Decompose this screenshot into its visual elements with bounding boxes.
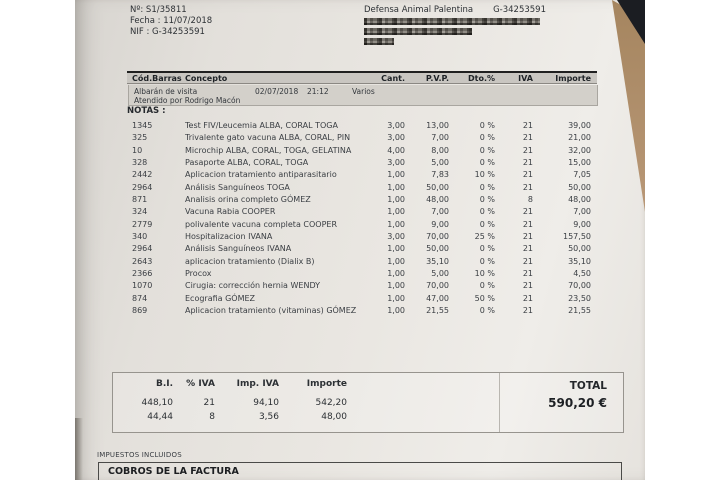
item-dto: 0 %	[479, 281, 495, 291]
invoice-nif: NIF : G-34253591	[130, 27, 205, 37]
redacted-address-line	[364, 38, 394, 45]
item-dto: 0 %	[479, 121, 495, 130]
item-cant: 1,00	[387, 195, 405, 205]
item-row	[127, 305, 597, 317]
item-iva: 21	[522, 145, 533, 155]
item-dto: 0 %	[479, 256, 495, 266]
item-importe: 7,00	[573, 207, 591, 217]
item-code: 1070	[132, 281, 153, 291]
redacted-address-line	[364, 28, 472, 35]
item-concept: Ecografia GÓMEZ	[185, 293, 256, 303]
item-row	[127, 219, 597, 231]
item-iva: 21	[522, 133, 533, 143]
item-iva: 8	[527, 195, 533, 205]
item-importe: 50,00	[568, 244, 591, 254]
albaran-title: Albarán de visita	[134, 87, 198, 96]
col-dto: Dto.%	[467, 73, 495, 83]
totals-col-pct-iva: % IVA	[186, 379, 215, 389]
item-row	[127, 268, 597, 280]
item-iva: 21	[522, 219, 533, 229]
item-iva: 21	[522, 256, 533, 266]
totals-imp-iva: 3,56	[258, 412, 279, 422]
totals-bi: 448,10	[141, 398, 173, 408]
item-dto: 10 %	[474, 269, 495, 279]
item-iva: 21	[522, 158, 533, 168]
company-cif: G-34253591	[493, 5, 546, 15]
item-row	[127, 182, 597, 194]
totals-imp-iva: 94,10	[253, 398, 279, 408]
item-concept: Trivalente gato vacuna ALBA, CORAL, PIN	[185, 133, 351, 143]
item-cant: 1,00	[387, 244, 405, 254]
totals-col-importe: Importe	[306, 379, 347, 389]
totals-importe: 48,00	[321, 412, 347, 422]
item-row	[127, 206, 597, 218]
item-row	[127, 293, 597, 305]
col-iva: IVA	[518, 73, 533, 83]
item-importe: 21,00	[568, 133, 591, 143]
item-row	[127, 157, 597, 169]
items-table-body	[127, 120, 597, 318]
item-dto: 10 %	[474, 170, 495, 180]
item-pvp: 48,00	[426, 195, 449, 205]
col-pvp: P.V.P.	[425, 73, 449, 83]
item-dto: 0 %	[479, 182, 495, 192]
totals-bi: 44,44	[147, 412, 173, 422]
col-concepto: Concepto	[185, 73, 228, 83]
item-pvp: 5,00	[431, 269, 449, 279]
item-code: 874	[132, 293, 148, 303]
item-code: 1345	[132, 121, 153, 130]
item-pvp: 35,10	[426, 256, 449, 266]
item-cant: 1,00	[387, 256, 405, 266]
item-pvp: 70,00	[426, 281, 449, 291]
item-dto: 0 %	[479, 158, 495, 168]
item-code: 324	[132, 207, 148, 217]
item-importe: 157,50	[563, 232, 591, 242]
item-dto: 0 %	[479, 145, 495, 155]
invoice-date: Fecha : 11/07/2018	[130, 16, 213, 26]
item-dto: 50 %	[474, 293, 495, 303]
item-code: 2779	[132, 219, 153, 229]
item-concept: Procox	[185, 269, 212, 279]
item-row	[127, 194, 597, 206]
item-code: 340	[132, 232, 148, 242]
item-pvp: 70,00	[426, 232, 449, 242]
item-cant: 1,00	[387, 182, 405, 192]
item-cant: 1,00	[387, 281, 405, 291]
col-cod-barras: Cód.Barras	[132, 73, 182, 83]
item-concept: Cirugia: corrección hernia WENDY	[185, 281, 321, 291]
item-code: 2643	[132, 256, 153, 266]
paper-edge-shadow	[75, 418, 83, 480]
item-pvp: 21,55	[426, 306, 449, 316]
item-dto: 0 %	[479, 195, 495, 205]
totals-row	[121, 398, 347, 408]
totals-pct-iva: 8	[209, 412, 215, 422]
item-cant: 1,00	[387, 306, 405, 316]
totals-separator	[499, 373, 500, 432]
item-iva: 21	[522, 293, 533, 303]
albaran-band	[128, 85, 598, 106]
item-pvp: 7,83	[431, 170, 449, 180]
item-pvp: 50,00	[426, 244, 449, 254]
item-iva: 21	[522, 232, 533, 242]
item-code: 2964	[132, 244, 153, 254]
item-pvp: 47,00	[426, 293, 449, 303]
item-importe: 35,10	[568, 256, 591, 266]
item-importe: 21,55	[568, 306, 591, 316]
item-importe: 23,50	[568, 293, 591, 303]
item-cant: 1,00	[387, 269, 405, 279]
item-concept: aplicacion tratamiento (Dialix B)	[185, 256, 315, 266]
item-dto: 0 %	[479, 244, 495, 254]
item-row	[127, 243, 597, 255]
item-cant: 1,00	[387, 170, 405, 180]
item-row	[127, 256, 597, 268]
items-table-header	[127, 71, 597, 84]
item-iva: 21	[522, 207, 533, 217]
albaran-atendido: Atendido por Rodrigo Macón	[134, 96, 241, 105]
item-importe: 7,05	[573, 170, 591, 180]
item-pvp: 7,00	[431, 133, 449, 143]
item-pvp: 7,00	[431, 207, 449, 217]
item-cant: 4,00	[387, 145, 405, 155]
invoice-number: Nº: S1/35811	[130, 5, 187, 15]
item-dto: 0 %	[479, 219, 495, 229]
item-concept: Microchip ALBA, CORAL, TOGA, GELATINA	[185, 145, 352, 155]
item-cant: 3,00	[387, 121, 405, 130]
albaran-time: 21:12	[307, 87, 329, 96]
totals-box	[112, 372, 624, 433]
item-cant: 3,00	[387, 133, 405, 143]
item-iva: 21	[522, 170, 533, 180]
item-importe: 15,00	[568, 158, 591, 168]
item-cant: 3,00	[387, 232, 405, 242]
item-code: 869	[132, 306, 148, 316]
item-importe: 39,00	[568, 121, 591, 130]
item-importe: 9,00	[573, 219, 591, 229]
company-name: Defensa Animal Palentina	[364, 5, 474, 15]
invoice-photo	[75, 0, 645, 480]
item-iva: 21	[522, 121, 533, 130]
item-code: 325	[132, 133, 148, 143]
invoice-meta	[130, 5, 212, 38]
col-cant: Cant.	[381, 73, 405, 83]
impuestos-incluidos-label: IMPUESTOS INCLUIDOS	[97, 451, 182, 459]
item-iva: 21	[522, 281, 533, 291]
cobros-title: COBROS DE LA FACTURA	[108, 466, 239, 477]
item-cant: 1,00	[387, 207, 405, 217]
item-pvp: 13,00	[426, 121, 449, 130]
item-importe: 48,00	[568, 195, 591, 205]
item-iva: 21	[522, 306, 533, 316]
item-cant: 3,00	[387, 158, 405, 168]
item-importe: 70,00	[568, 281, 591, 291]
item-cant: 1,00	[387, 219, 405, 229]
item-pvp: 5,00	[431, 158, 449, 168]
totals-col-imp-iva: Imp. IVA	[236, 379, 279, 389]
item-cant: 1,00	[387, 293, 405, 303]
item-pvp: 8,00	[431, 145, 449, 155]
item-dto: 0 %	[479, 133, 495, 143]
item-concept: Hospitalizacion IVANA	[185, 232, 273, 242]
item-concept: Test FIV/Leucemia ALBA, CORAL TOGA	[185, 121, 338, 130]
item-iva: 21	[522, 182, 533, 192]
redacted-address-line	[364, 18, 540, 25]
item-pvp: 50,00	[426, 182, 449, 192]
item-dto: 0 %	[479, 306, 495, 316]
item-code: 2366	[132, 269, 153, 279]
item-iva: 21	[522, 244, 533, 254]
item-dto: 0 %	[479, 207, 495, 217]
totals-importe: 542,20	[315, 398, 347, 408]
albaran-tipo: Varios	[352, 87, 375, 96]
totals-pct-iva: 21	[203, 398, 215, 408]
item-importe: 50,00	[568, 182, 591, 192]
item-concept: Pasaporte ALBA, CORAL, TOGA	[185, 158, 309, 168]
total-value: 590,20 €	[548, 396, 607, 410]
item-dto: 25 %	[474, 232, 495, 242]
item-importe: 32,00	[568, 145, 591, 155]
item-code: 2442	[132, 170, 153, 180]
item-row	[127, 132, 597, 144]
item-concept: Aplicacion tratamiento antiparasitario	[185, 170, 337, 180]
item-row	[127, 280, 597, 292]
item-concept: polivalente vacuna completa COOPER	[185, 219, 337, 229]
item-row	[127, 145, 597, 157]
item-concept: Analisis orina completo GÓMEZ	[185, 195, 311, 205]
item-pvp: 9,00	[431, 219, 449, 229]
item-row	[127, 169, 597, 181]
company-block	[364, 5, 546, 45]
cobros-box	[98, 462, 622, 480]
item-row	[127, 231, 597, 243]
item-iva: 21	[522, 269, 533, 279]
item-code: 10	[132, 145, 143, 155]
item-code: 871	[132, 195, 148, 205]
item-concept: Análisis Sanguíneos IVANA	[185, 244, 292, 254]
col-importe: Importe	[555, 73, 591, 83]
item-code: 2964	[132, 182, 153, 192]
item-concept: Aplicacion tratamiento (vitaminas) GÓMEZ	[185, 306, 357, 316]
totals-col-bi: B.I.	[155, 379, 173, 389]
item-concept: Vacuna Rabia COOPER	[185, 207, 276, 217]
item-concept: Análisis Sanguíneos TOGA	[185, 182, 290, 192]
notas-label: NOTAS :	[127, 106, 166, 116]
totals-row	[121, 412, 347, 422]
item-row	[127, 120, 597, 132]
total-label: TOTAL	[569, 380, 607, 392]
item-code: 328	[132, 158, 148, 168]
albaran-date: 02/07/2018	[255, 87, 299, 96]
item-importe: 4,50	[573, 269, 591, 279]
